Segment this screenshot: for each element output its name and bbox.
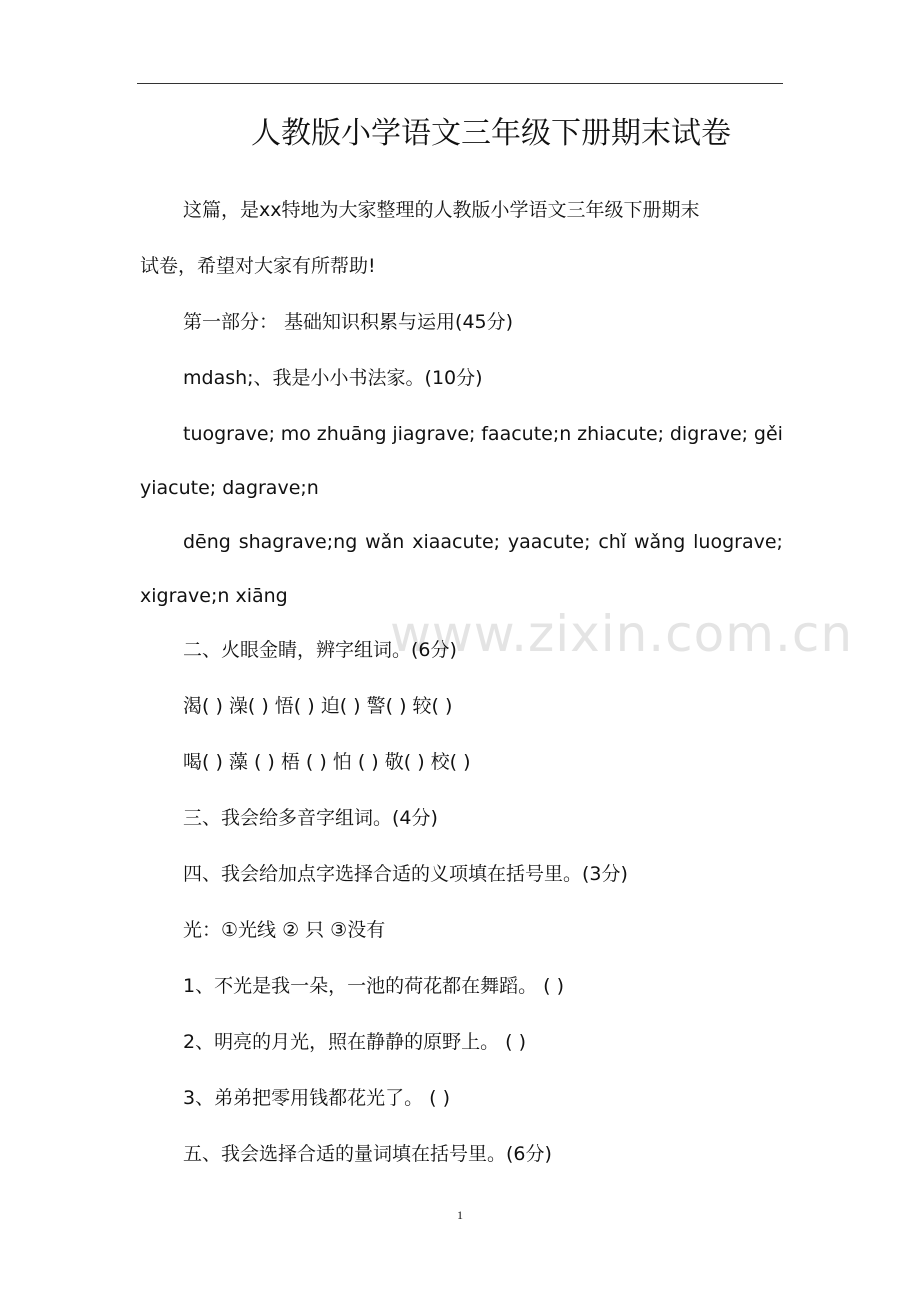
guang-options: 光：①光线 ② 只 ③没有: [183, 919, 386, 941]
pinyin-word: shagrave;ng: [238, 531, 358, 553]
pinyin-word: mo: [280, 423, 311, 445]
intro-line-2: 试卷，希望对大家有所帮助!: [140, 255, 376, 277]
pinyin-row-2: [183, 528, 783, 556]
pinyin-word: tuograve;: [183, 423, 275, 445]
pinyin-word: chǐ: [598, 531, 627, 553]
sentence-1: 1、不光是我一朵，一池的荷花都在舞蹈。 ( ): [183, 975, 564, 997]
question-3: 三、我会给多音字组词。(4分): [183, 807, 438, 829]
pinyin-row-2-continued: xigrave;n xiāng: [140, 585, 288, 607]
page-number: 1: [457, 1208, 463, 1222]
pinyin-word: wǎn: [365, 531, 405, 553]
pinyin-row-1-continued: yiacute; dagrave;n: [140, 477, 319, 499]
sentence-3: 3、弟弟把零用钱都花光了。 ( ): [183, 1087, 450, 1109]
question-4: 四、我会给加点字选择合适的义项填在括号里。(3分): [183, 863, 628, 885]
pinyin-word: digrave;: [669, 423, 749, 445]
intro-line-1: 这篇，是xx特地为大家整理的人教版小学语文三年级下册期末: [183, 199, 700, 221]
question-1: mdash;、我是小小书法家。(10分): [183, 367, 483, 389]
pinyin-word: wǎng: [633, 531, 686, 553]
pinyin-word: xiaacute;: [412, 531, 501, 553]
page-title: 人教版小学语文三年级下册期末试卷: [251, 116, 731, 151]
part-one-heading: 第一部分： 基础知识积累与运用(45分): [183, 311, 514, 333]
watermark: www.zixin.com.cn: [390, 605, 854, 663]
question-5: 五、我会选择合适的量词填在括号里。(6分): [183, 1143, 552, 1165]
pinyin-word: luograve;: [693, 531, 783, 553]
pinyin-word: yaacute;: [507, 531, 591, 553]
pinyin-row-1: [183, 420, 783, 448]
pinyin-word: gěi: [753, 423, 783, 445]
char-row-1: 渴( ) 澡( ) 悟( ) 迫( ) 警( ) 较( ): [183, 695, 453, 717]
question-2: 二、火眼金睛，辨字组词。(6分): [183, 639, 457, 661]
pinyin-word: jiagrave;: [392, 423, 476, 445]
header-rule: [137, 83, 783, 84]
pinyin-word: dēng: [183, 531, 231, 553]
char-row-2: 喝( ) 藻 ( ) 梧 ( ) 怕 ( ) 敬( ) 校( ): [183, 751, 471, 773]
pinyin-word: faacute;n: [481, 423, 572, 445]
pinyin-word: zhuāng: [316, 423, 387, 445]
pinyin-word: zhiacute;: [577, 423, 665, 445]
sentence-2: 2、明亮的月光，照在静静的原野上。 ( ): [183, 1031, 526, 1053]
